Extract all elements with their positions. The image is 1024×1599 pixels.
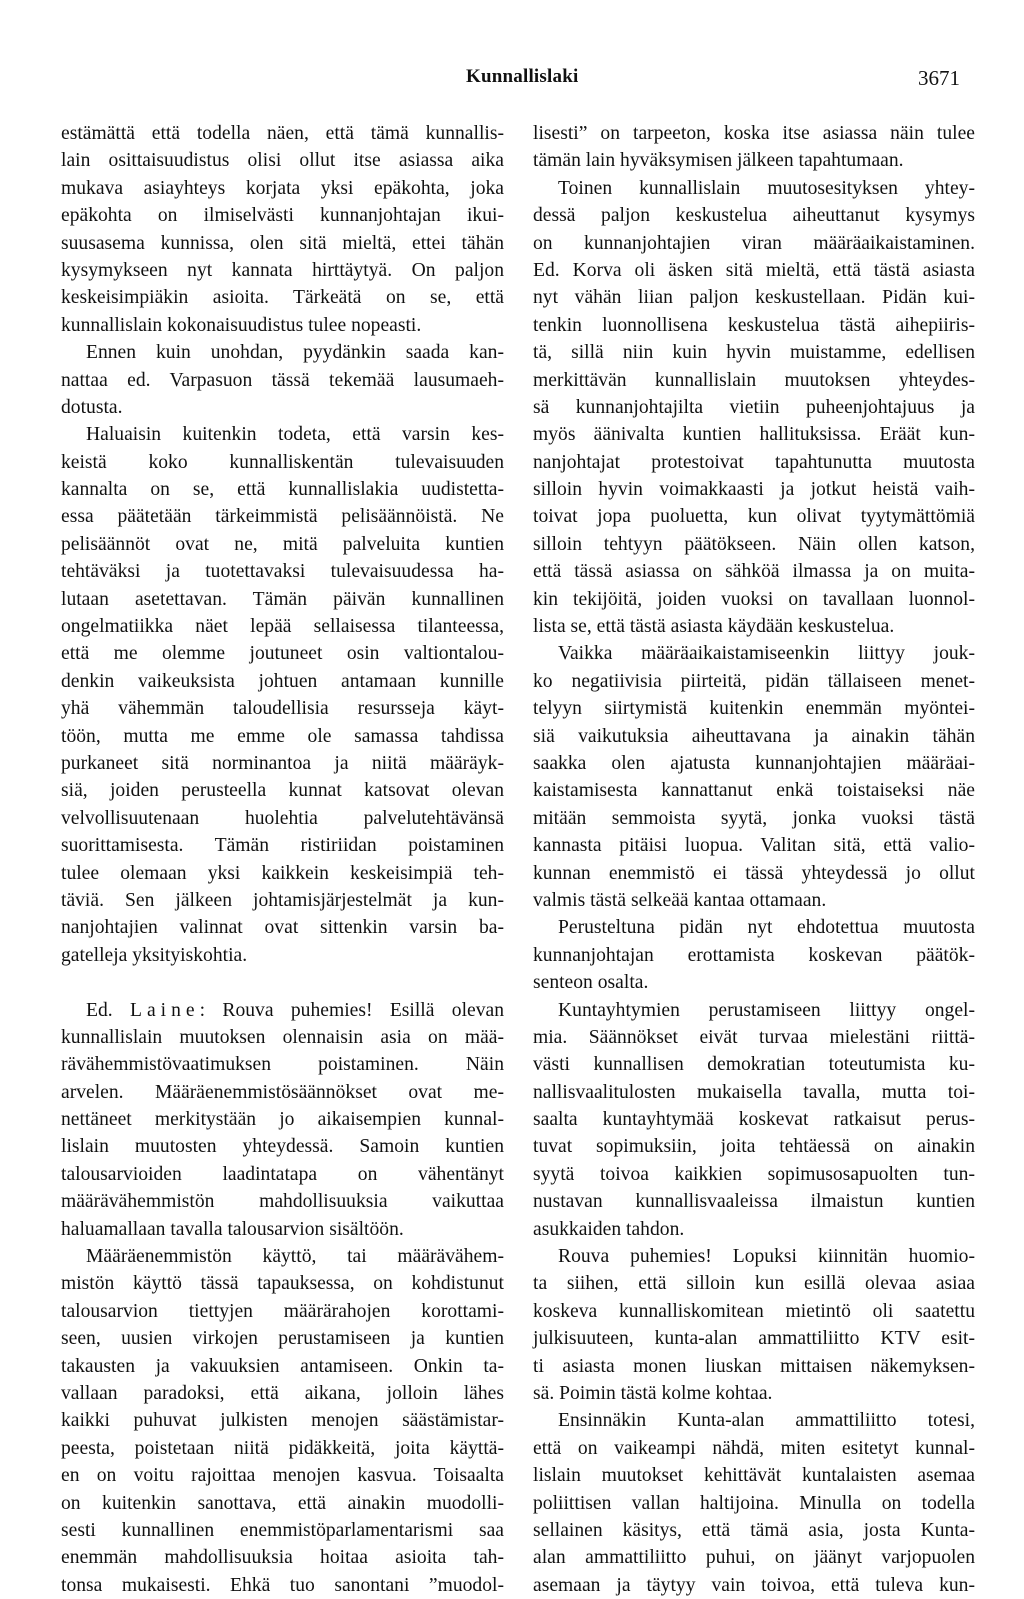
text-line: lislain muutosten yhteydessä. Samoin kuntien xyxy=(61,1136,504,1158)
text-line: Kuntayhtymien perustamiseen liittyy ongel- xyxy=(558,999,975,1021)
text-line: että on vaikeampi nähdä, miten esitetyt kunnal- xyxy=(533,1437,975,1459)
text-line: haluamallaan tavalla talousarvion sisältöön. xyxy=(61,1218,404,1240)
text-line: mukava asiayhteys korjata yksi epäkohta, joka xyxy=(61,177,504,199)
paragraph xyxy=(61,339,504,421)
text-line: että me olemme joutuneet osin valtiontalou- xyxy=(61,643,504,665)
text-line: kin tekijöitä, joiden vuoksi on tavallaan luonnol- xyxy=(533,588,975,610)
text-line: keskeisimpiäkin asioita. Tärkeätä on se, että xyxy=(61,287,504,309)
text-line: denkin vaikeuksista johtuen antamaan kunnille xyxy=(61,670,504,692)
text-line: nanjohtajat protestoivat tapahtunutta muutosta xyxy=(533,451,975,473)
text-line: estämättä että todella näen, että tämä kunnallis- xyxy=(61,123,504,144)
text-line: kannalta on se, että kunnallislakia uudistetta- xyxy=(61,479,504,501)
speaker-line xyxy=(61,997,504,1024)
paragraph xyxy=(533,175,975,641)
left-column xyxy=(61,120,504,1599)
text-line: seen, uusien virkojen perustamiseen ja kuntien xyxy=(61,1328,504,1350)
text-line: nallisvaalitulosten mukaisella tavalla, mutta toi- xyxy=(533,1081,975,1103)
paragraph xyxy=(533,640,975,914)
text-line: essa päätetään tärkeimmistä pelisäännöistä. Ne xyxy=(61,506,504,528)
paragraph xyxy=(533,1243,975,1407)
text-line: töön, mutta me emme ole samassa tahdissa xyxy=(61,725,504,747)
text-line: on kuitenkin sanottava, että ainakin muodolli- xyxy=(61,1492,504,1514)
text-line: telyyn siirtymistä kuitenkin enemmän myöntei- xyxy=(533,698,975,720)
text-line: Ennen kuin unohdan, pyydänkin saada kan- xyxy=(86,342,504,364)
text-line: suorittamisesta. Tämän ristiriidan poistaminen xyxy=(61,835,504,857)
text-line: tä, sillä niin kuin hyvin muistamme, edellisen xyxy=(533,342,975,364)
text-line: on kunnanjohtajien viran määräaikaistaminen. xyxy=(533,232,975,254)
text-line: myös äänivalta kuntien hallituksissa. Eräät kun- xyxy=(533,424,975,446)
text-line: Ed. Korva oli äsken sitä mieltä, että tästä asiasta xyxy=(533,259,975,281)
text-line: kaistamisesta kannattanut enkä toistaiseksi näe xyxy=(533,780,975,802)
text-line: senteon osalta. xyxy=(533,972,649,994)
text-line: mitään semmoista syytä, jonka vuoksi tästä xyxy=(533,807,975,829)
text-line: kunnan enemmistö ei tässä yhteydessä jo ollut xyxy=(533,862,975,884)
text-line: sä. Poimin tästä kolme kohtaa. xyxy=(533,1382,773,1404)
text-line: saalta kuntayhtymää koskevat ratkaisut perus- xyxy=(533,1109,975,1131)
paragraph xyxy=(61,1243,504,1599)
text-line: silloin tehtyyn päätökseen. Näin ollen katson, xyxy=(533,533,975,555)
text-line: sä kunnanjohtajilta vietiin puheenjohtajuus ja xyxy=(533,396,975,418)
text-line: nustavan kunnallisvaaleissa ilmaistun kuntien xyxy=(533,1191,975,1213)
paragraph xyxy=(61,120,504,339)
text-line: vallaan paradoksi, että aikana, jolloin lähes xyxy=(61,1382,504,1404)
speaker-name: Laine xyxy=(130,999,200,1021)
text-line: purkaneet sitä norminantoa ja niitä määräyk- xyxy=(61,752,504,774)
text-line: ta siihen, että silloin kun esillä olevaa asiaa xyxy=(533,1273,975,1295)
text-line: julkisuuteen, kunta-alan ammattiliitto KTV esit- xyxy=(533,1328,975,1350)
text-line: ongelmatiikka näet lepää sellaisessa tilanteessa, xyxy=(61,616,504,638)
text-line: Määräenemmistön käyttö, tai määrävähem- xyxy=(86,1246,504,1268)
text-line: kaikki puhuvat julkisten menojen säästämistar- xyxy=(61,1410,504,1432)
text-line: koskeva kunnalliskomitean mietintö oli saatettu xyxy=(533,1300,975,1322)
text-line: asemaan ja täytyy vain toivoa, että tuleva kun- xyxy=(533,1574,975,1596)
text-line: alan ammattiliitto puhui, on jäänyt varjopuolen xyxy=(533,1547,975,1569)
text-line: Haluaisin kuitenkin todeta, että varsin kes- xyxy=(86,424,504,446)
page-number: 3671 xyxy=(918,66,960,90)
text-line: nettäneet merkitystään jo aikaisempien kunnal- xyxy=(61,1109,504,1131)
text-line: tämän lain hyväksymisen jälkeen tapahtumaan. xyxy=(533,150,904,172)
text-line: Rouva puhemies! Lopuksi kiinnitän huomio- xyxy=(558,1246,975,1268)
text-line: Vaikka määräaikaistamiseenkin liittyy jouk- xyxy=(558,643,975,665)
paragraph-gap xyxy=(61,969,504,996)
text-line: mistön käyttö tässä tapauksessa, on kohdistunut xyxy=(61,1273,504,1295)
text-line: lain osittaisuudistus olisi ollut itse asiassa aika xyxy=(61,150,504,172)
paragraph xyxy=(533,1407,975,1599)
text-line: tonsa mukaisesti. Ehkä tuo sanontani ”muodol- xyxy=(61,1574,504,1596)
text-line: kunnallislain kokonaisuudistus tulee nopeasti. xyxy=(61,314,422,336)
text-line: määrävähemmistön mahdollisuuksia vaikuttaa xyxy=(61,1191,504,1213)
text-line: ko negatiivisia piirteitä, pidän tällaiseen menet- xyxy=(533,670,975,692)
text-line: asukkaiden tahdon. xyxy=(533,1218,685,1240)
text-line: pelisäännöt ovat ne, mitä palveluita kuntien xyxy=(61,533,504,555)
text-line: västi kunnallisen demokratian toteutumista ku- xyxy=(533,1054,975,1076)
text-line: siä, joiden perusteella kunnat katsovat olevan xyxy=(61,780,504,802)
right-column xyxy=(533,120,975,1599)
paragraph xyxy=(533,120,975,175)
page-header xyxy=(0,66,1024,96)
text-line: täviä. Sen jälkeen johtamisjärjestelmät ja kun- xyxy=(61,889,504,911)
paragraph xyxy=(533,914,975,996)
speaker-prefix: Ed. xyxy=(86,999,130,1021)
text-line: nanjohtajien valinnat ovat sittenkin varsin ba- xyxy=(61,917,504,939)
text-line: sesti kunnallinen enemmistöparlamentarismi saa xyxy=(61,1519,504,1541)
text-line: velvollisuutenaan huolehtia palvelutehtävänsä xyxy=(61,807,504,829)
text-line: lislain muutokset kehittävät kuntalaisten asemaa xyxy=(533,1465,975,1487)
running-title: Kunnallislaki xyxy=(466,66,579,87)
text-line: tuvat sopimuksiin, joita tehtäessä on ainakin xyxy=(533,1136,975,1158)
text-line: keistä koko kunnalliskentän tulevaisuuden xyxy=(61,451,504,473)
text-line: suusasema kunnissa, olen sitä mieltä, ettei tähän xyxy=(61,232,504,254)
speech-paragraph xyxy=(61,997,504,1244)
text-line: siä vaikutuksia aiheuttavana ja ainakin tähän xyxy=(533,725,975,747)
text-line: epäkohta on ilmiselvästi kunnanjohtajan ikui- xyxy=(61,205,504,227)
text-line: nattaa ed. Varpasuon tässä tekemää lausumaeh- xyxy=(61,369,504,391)
text-line: Toinen kunnallislain muutosesityksen yhtey- xyxy=(558,177,975,199)
text-line: valmis tästä selkeää kantaa ottamaan. xyxy=(533,889,827,911)
text-line: lutaan asetettavan. Tämän päivän kunnallinen xyxy=(61,588,504,610)
text-line: silloin hyvin voimakkaasti ja jotkut heistä vaih- xyxy=(533,479,975,501)
paragraph xyxy=(533,997,975,1244)
text-line: Ensinnäkin Kunta-alan ammattiliitto totesi, xyxy=(558,1410,975,1432)
text-line: rävähemmistövaatimuksen poistaminen. Näin xyxy=(61,1054,504,1076)
text-line: Perusteltuna pidän nyt ehdotettua muutosta xyxy=(558,917,975,939)
text-line: enemmän mahdollisuuksia hoitaa asioita tah- xyxy=(61,1547,504,1569)
text-line: tehtäväksi ja tuotettavaksi tulevaisuudessa ha- xyxy=(61,561,504,583)
text-line: talousarvioiden laadintatapa on vähentänyt xyxy=(61,1163,504,1185)
text-line: dessä paljon keskustelua aiheuttanut kysymys xyxy=(533,205,975,227)
text-line: en on voitu rajoittaa menojen kasvua. Toisaalta xyxy=(61,1465,504,1487)
text-line: poliittisen vallan haltijoina. Minulla on todella xyxy=(533,1492,975,1514)
text-line: sellainen käsitys, että tämä asia, josta Kunta- xyxy=(533,1519,975,1541)
text-line: gatelleja yksityiskohtia. xyxy=(61,944,248,966)
text-line: mia. Säännökset eivät turvaa mielestäni riittä- xyxy=(533,1026,975,1048)
text-line: arvelen. Määräenemmistösäännökset ovat me- xyxy=(61,1081,504,1103)
text-line: dotusta. xyxy=(61,396,123,418)
text-line: kannasta pitäisi luopua. Valitan sitä, että valio- xyxy=(533,835,975,857)
text-line: yhä vähemmän taloudellisia resursseja käyt- xyxy=(61,698,504,720)
text-line: lisesti” on tarpeeton, koska itse asiassa näin tulee xyxy=(533,123,975,144)
speaker-intro: : Rouva puhemies! Esillä olevan xyxy=(199,999,504,1021)
paragraph xyxy=(61,421,504,969)
text-line: nyt vähän liian paljon keskustellaan. Pidän kui- xyxy=(533,287,975,309)
text-line: takausten ja vakuuksien antamiseen. Onkin ta- xyxy=(61,1355,504,1377)
text-line: toivat jopa puoluetta, kun olivat tyytymättömiä xyxy=(533,506,975,528)
text-line: talousarvion tiettyjen määrärahojen korottami- xyxy=(61,1300,504,1322)
text-line: kunnanjohtajan erottamista koskevan päätök- xyxy=(533,944,975,966)
text-line: että tässä asiassa on sähköä ilmassa ja on muita- xyxy=(533,561,975,583)
text-line: tulee olemaan yksi kaikkein keskeisimpiä teh- xyxy=(61,862,504,884)
text-line: peesta, poistetaan niitä pidäkkeitä, joita käyttä- xyxy=(61,1437,504,1459)
text-line: ti asiasta monen liuskan mittaisen näkemyksen- xyxy=(533,1355,975,1377)
text-line: lista se, että tästä asiasta käydään keskustelua. xyxy=(533,616,895,638)
text-line: kunnallislain muutoksen olennaisin asia on mää- xyxy=(61,1026,504,1048)
text-line: kysymykseen nyt kannata hirttäytyä. On paljon xyxy=(61,259,504,281)
text-line: merkittävän kunnallislain muutoksen yhteydes- xyxy=(533,369,975,391)
text-line: syytä toivoa kaikkien sopimusosapuolten tun- xyxy=(533,1163,975,1185)
text-line: tenkin luonnollisena keskustelua tästä aihepiiris- xyxy=(533,314,975,336)
text-line: saakka olen ajatusta kunnanjohtajien määräai- xyxy=(533,752,975,774)
